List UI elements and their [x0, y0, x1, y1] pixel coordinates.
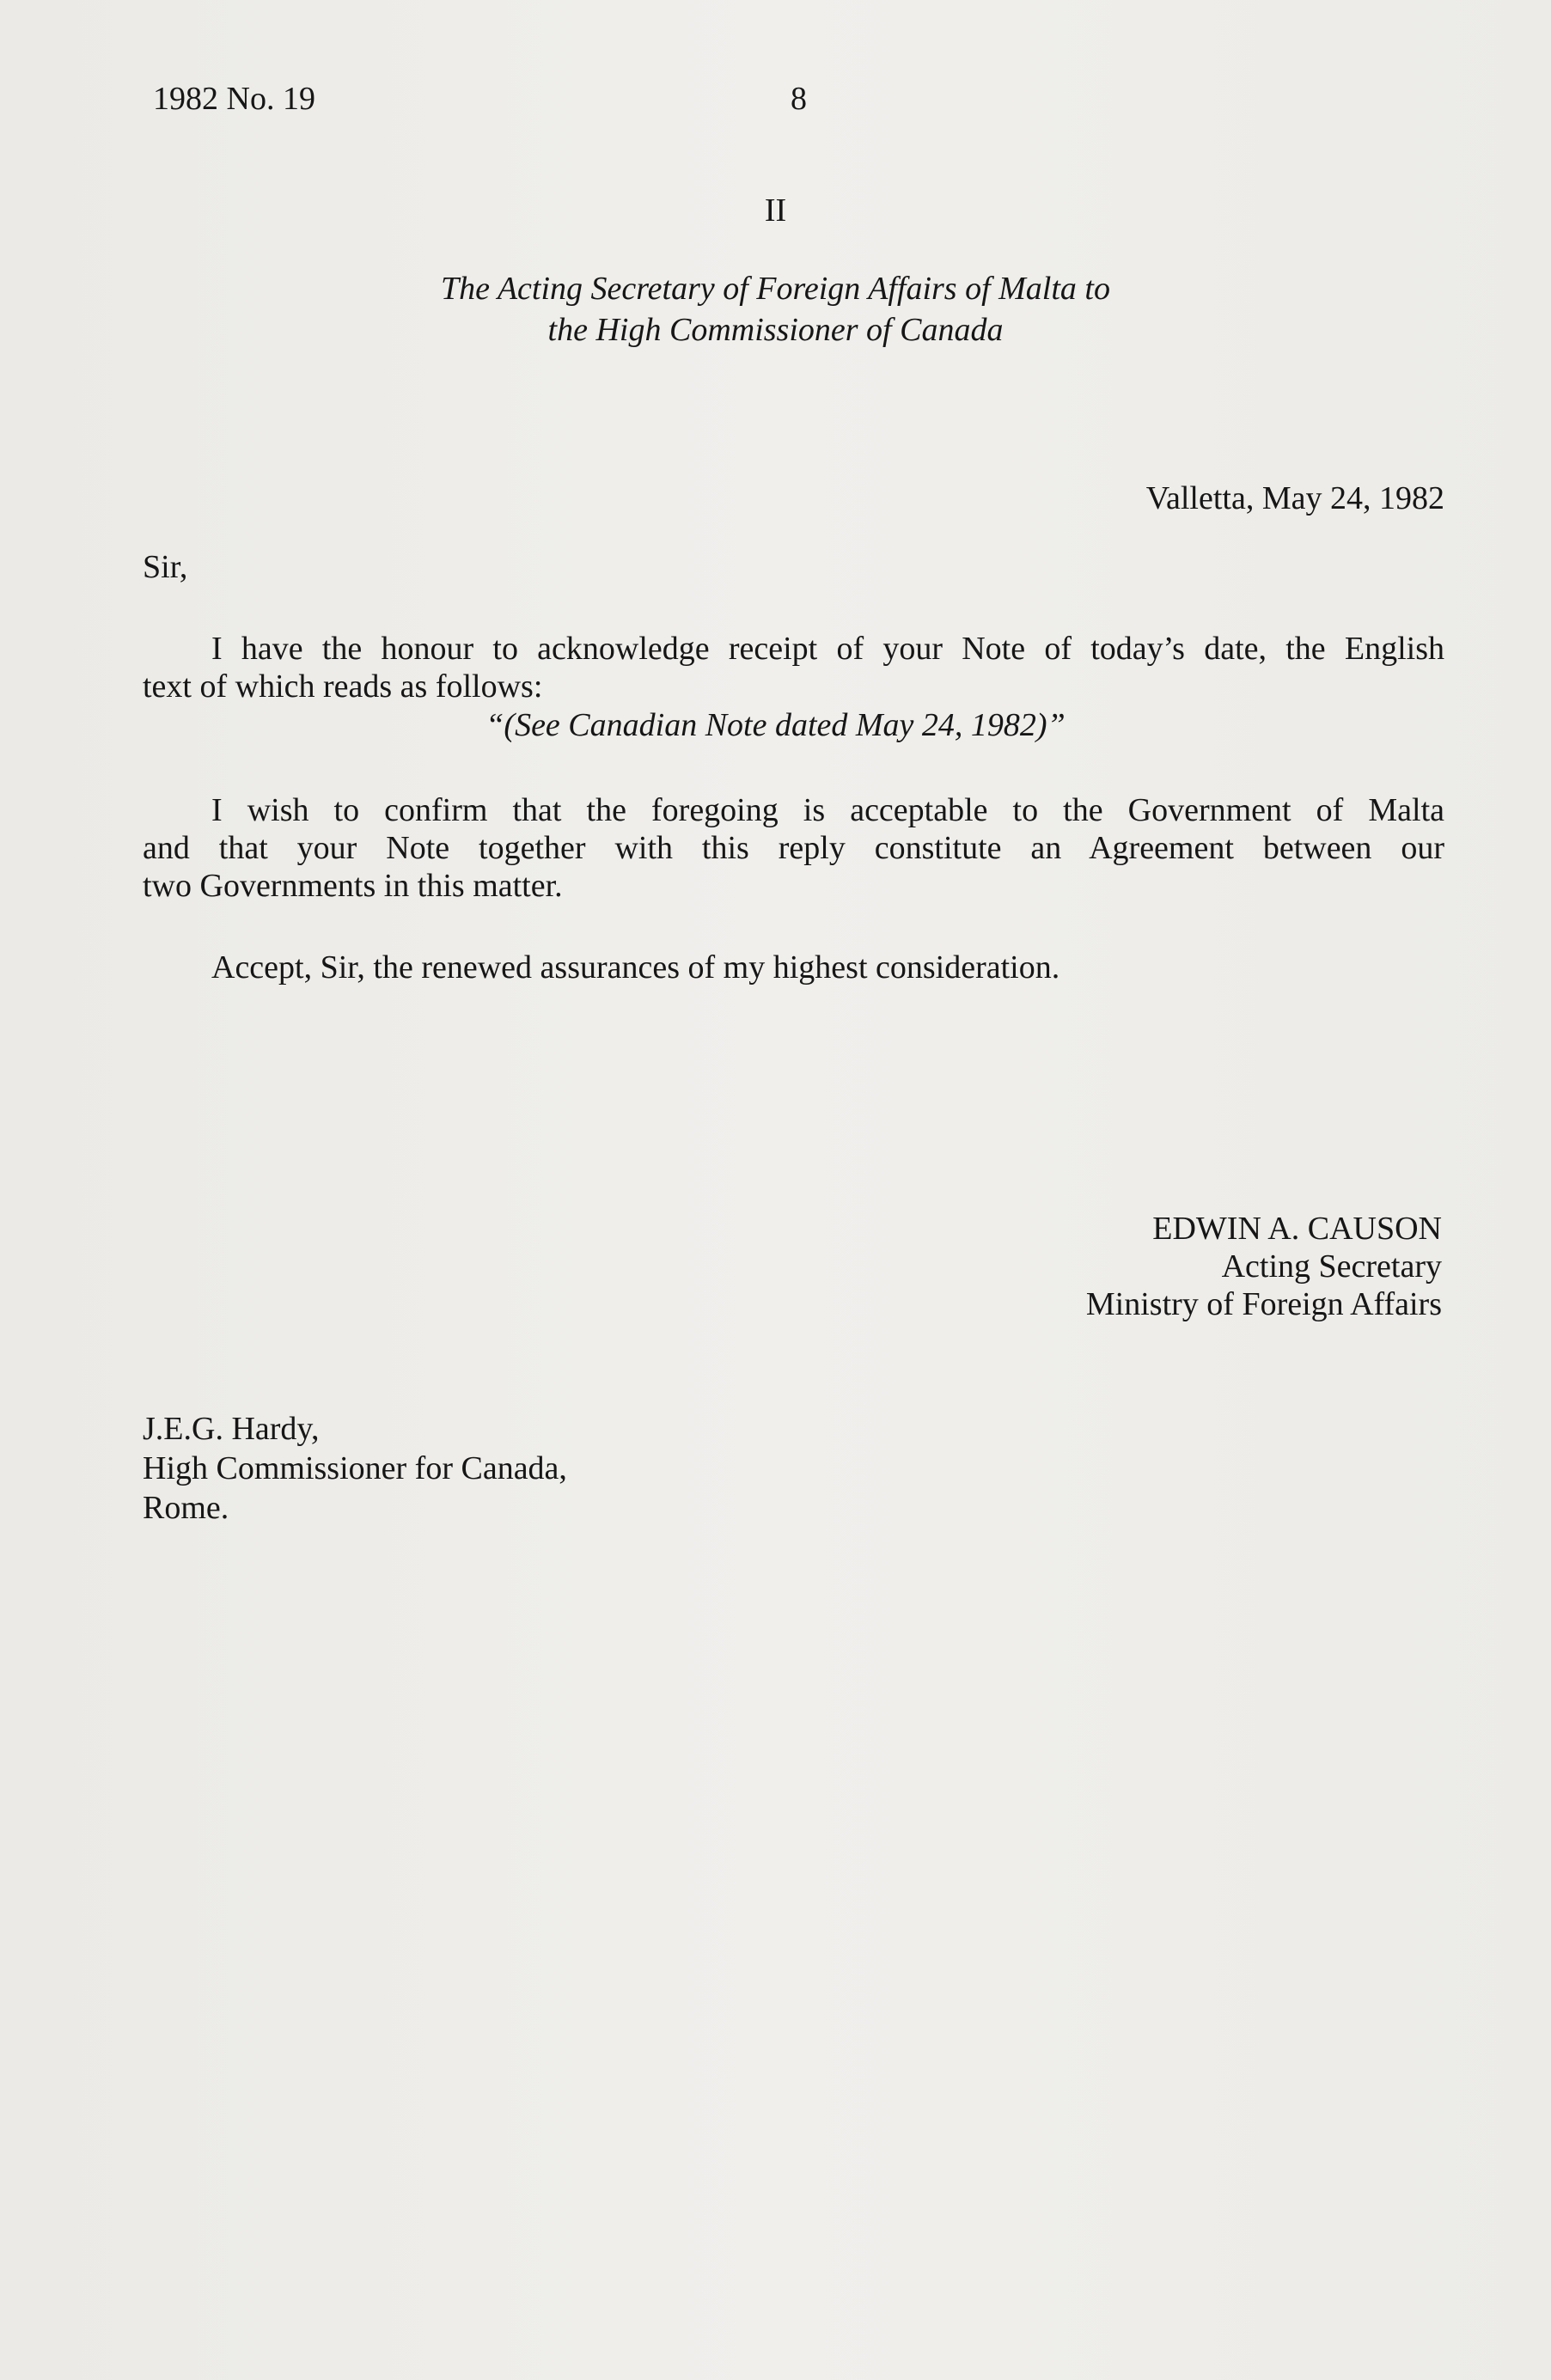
paragraph-confirmation: [143, 791, 1444, 905]
salutation: Sir,: [143, 549, 188, 585]
paragraph-acknowledgement: [143, 630, 1444, 705]
letter-title-line-2: the High Commissioner of Canada: [547, 312, 1004, 348]
addressee-city: Rome.: [143, 1490, 229, 1526]
signature-block: [1086, 1210, 1442, 1323]
dateline: Valletta, May 24, 1982: [1145, 480, 1444, 516]
signatory-ministry: Ministry of Foreign Affairs: [1085, 1286, 1442, 1322]
paragraph-line: I wish to confirm that the foregoing is acceptable to the Government of Malta: [211, 792, 1444, 828]
quoted-note-reference: “(See Canadian Note dated May 24, 1982)”: [485, 707, 1066, 743]
addressee-title: High Commissioner for Canada,: [143, 1450, 567, 1486]
addressee-block: [143, 1409, 567, 1528]
document-number: 1982 No. 19: [153, 81, 315, 117]
signatory-name: EDWIN A. CAUSON: [1152, 1211, 1442, 1247]
page-number: 8: [791, 81, 807, 117]
paragraph-line: I have the honour to acknowledge receipt of your Note of today’s date, the English: [211, 631, 1444, 667]
closing-line: Accept, Sir, the renewed assurances of my highest consideration.: [211, 949, 1060, 986]
section-number: II: [764, 192, 787, 229]
paragraph-line: text of which reads as follows:: [143, 668, 543, 705]
signatory-title: Acting Secretary: [1221, 1248, 1442, 1285]
addressee-name: J.E.G. Hardy,: [143, 1411, 320, 1447]
paragraph-line: and that your Note together with this reply constitute an Agreement between our: [143, 830, 1444, 866]
paragraph-line: two Governments in this matter.: [143, 868, 563, 904]
letter-title-line-1: The Acting Secretary of Foreign Affairs of Malta to: [441, 271, 1110, 307]
letter-title: [0, 268, 1551, 351]
